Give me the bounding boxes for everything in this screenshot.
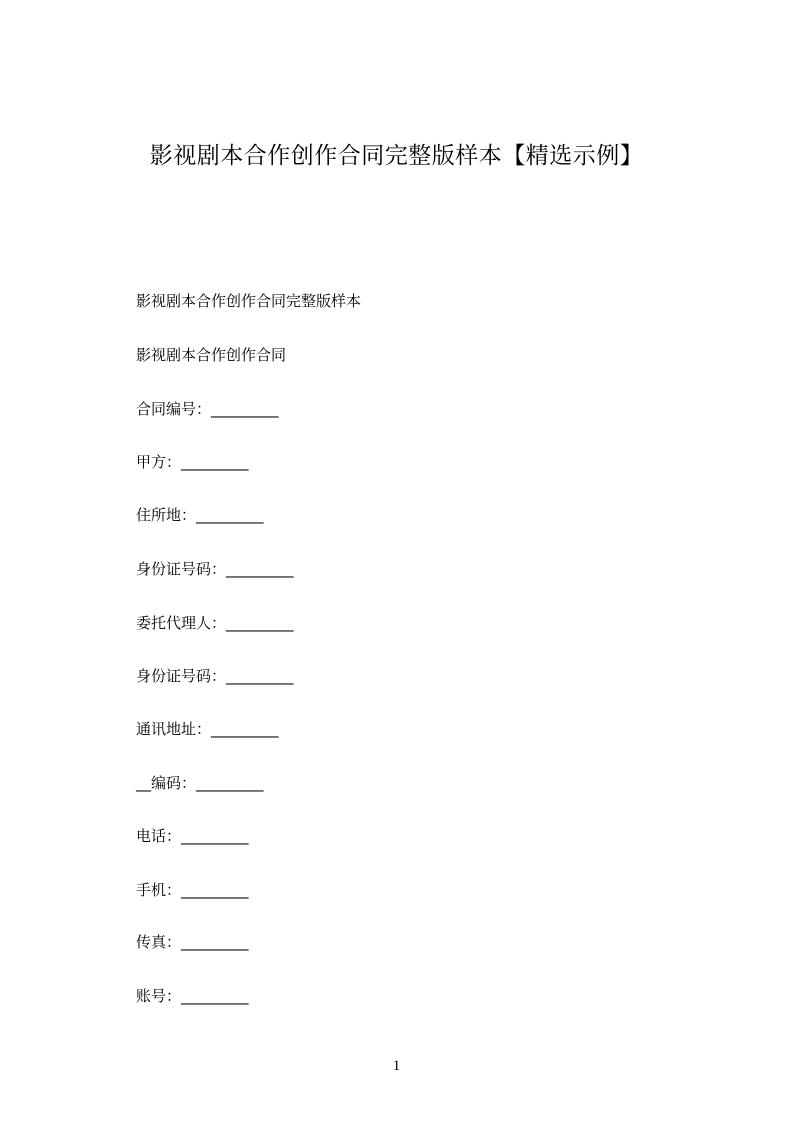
contract-number-field: 合同编号：_________ [136,400,279,418]
document-title: 影视剧本合作创作合同完整版样本【精选示例】 [149,143,644,169]
mobile-field: 手机：_________ [136,881,249,899]
phone-field: 电话：_________ [136,827,249,845]
agent-id-number-field: 身份证号码：_________ [136,667,294,685]
domicile-field: 住所地：_________ [136,506,264,524]
id-number-field: 身份证号码：_________ [136,560,294,578]
address-field: 通讯地址：_________ [136,720,279,738]
page-number: 1 [392,1058,401,1074]
document-subtitle: 影视剧本合作创作合同完整版样本 [136,292,362,310]
account-field: 账号：_________ [136,987,249,1005]
fax-field: 传真：_________ [136,933,249,951]
contract-name: 影视剧本合作创作合同 [136,346,287,364]
party-a-field: 甲方：_________ [136,453,249,471]
postal-code-field: __编码：_________ [136,774,264,792]
agent-field: 委托代理人：_________ [136,614,294,632]
